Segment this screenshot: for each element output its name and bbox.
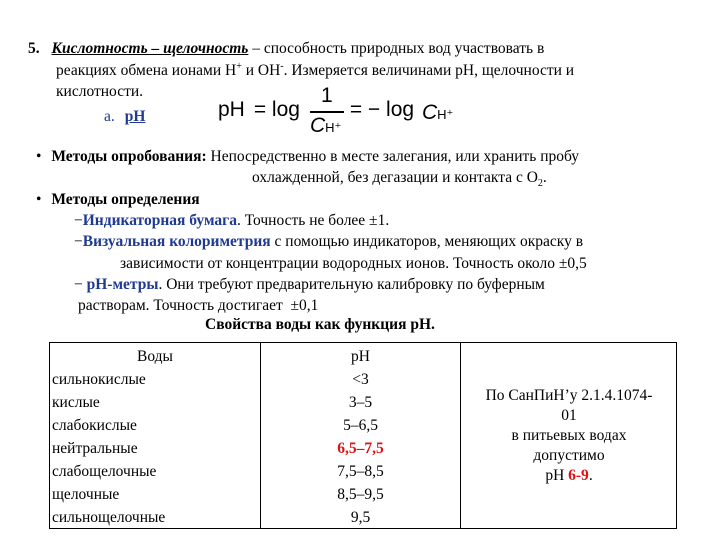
table-row-water: слабокислые xyxy=(52,417,137,434)
section-line-2: реакциях обмена ионами Н+ и ОН-. Измеряется величинами рН, щелочности и xyxy=(56,60,575,79)
method-2: −Визуальная колориметрия с помощью индикаторов, меняющих окраску в xyxy=(74,233,584,250)
table-row-ph: 8,5–9,5 xyxy=(337,486,384,503)
table-row-water: нейтральные xyxy=(52,440,138,457)
section-paragraph xyxy=(28,38,544,59)
header-water: Воды xyxy=(137,348,173,365)
method-2-line-2: зависимости от концентрации водородных ионов. Точность около ±0,5 xyxy=(120,255,587,272)
table-divider-2 xyxy=(460,342,461,529)
table-left-border xyxy=(49,342,50,529)
formula-numerator: 1 xyxy=(321,84,333,107)
fraction-bar xyxy=(310,111,344,113)
table-row-water: сильнощелочные xyxy=(52,509,166,526)
section-definition: – способность природных вод участвовать в xyxy=(248,40,545,57)
table-row-ph: 3–5 xyxy=(348,394,373,411)
table-row-ph: 7,5–8,5 xyxy=(337,463,384,480)
method-3-line-2: растворам. Точность достигает ±0,1 xyxy=(78,297,319,314)
table-row-ph: 9,5 xyxy=(350,509,371,526)
table-row-water: слабощелочные xyxy=(52,463,157,480)
bullet-icon: • xyxy=(36,148,42,165)
table-row-ph: <3 xyxy=(352,371,369,388)
table-title: Свойства воды как функция рН. xyxy=(205,316,435,333)
method-3: − рН-метры. Они требуют предварительную калибровку по буферным xyxy=(74,276,545,293)
table-row-ph: 6,5–7,5 xyxy=(337,440,384,457)
table-row-water: кислые xyxy=(52,394,100,411)
sampling-line-2: охлажденной, без дегазации и контакта с $О_2$. xyxy=(252,169,547,190)
item-a: а. рН xyxy=(104,108,146,125)
section-term: Кислотность – щелочность xyxy=(51,40,249,57)
table-row-water: сильнокислые xyxy=(52,371,146,388)
table-row-water: щелочные xyxy=(52,486,120,503)
method-1: −Индикаторная бумага. Точность не более ±1. xyxy=(74,212,390,229)
table-row-ph: 5–6,5 xyxy=(343,417,378,434)
sampling-methods: • Методы опробования: Непосредственно в месте залегания, или хранить пробу xyxy=(36,148,580,165)
determination-methods: • Методы определения xyxy=(36,191,200,208)
table-right-border xyxy=(676,342,677,529)
sanpin-note: По СанПиН’у 2.1.4.1074- 01 в питьевых водах допустимо рН 6-9. xyxy=(485,387,653,484)
table-top-border xyxy=(49,342,677,343)
item-a-label: рН xyxy=(124,108,146,125)
section-number: 5. xyxy=(28,40,40,57)
header-ph: рН xyxy=(351,348,370,365)
bullet-icon: • xyxy=(36,191,42,208)
section-line-3: кислотности. xyxy=(56,83,144,100)
ph-formula: pH = log 1 CH⁺ = − log CH⁺ xyxy=(218,84,454,137)
